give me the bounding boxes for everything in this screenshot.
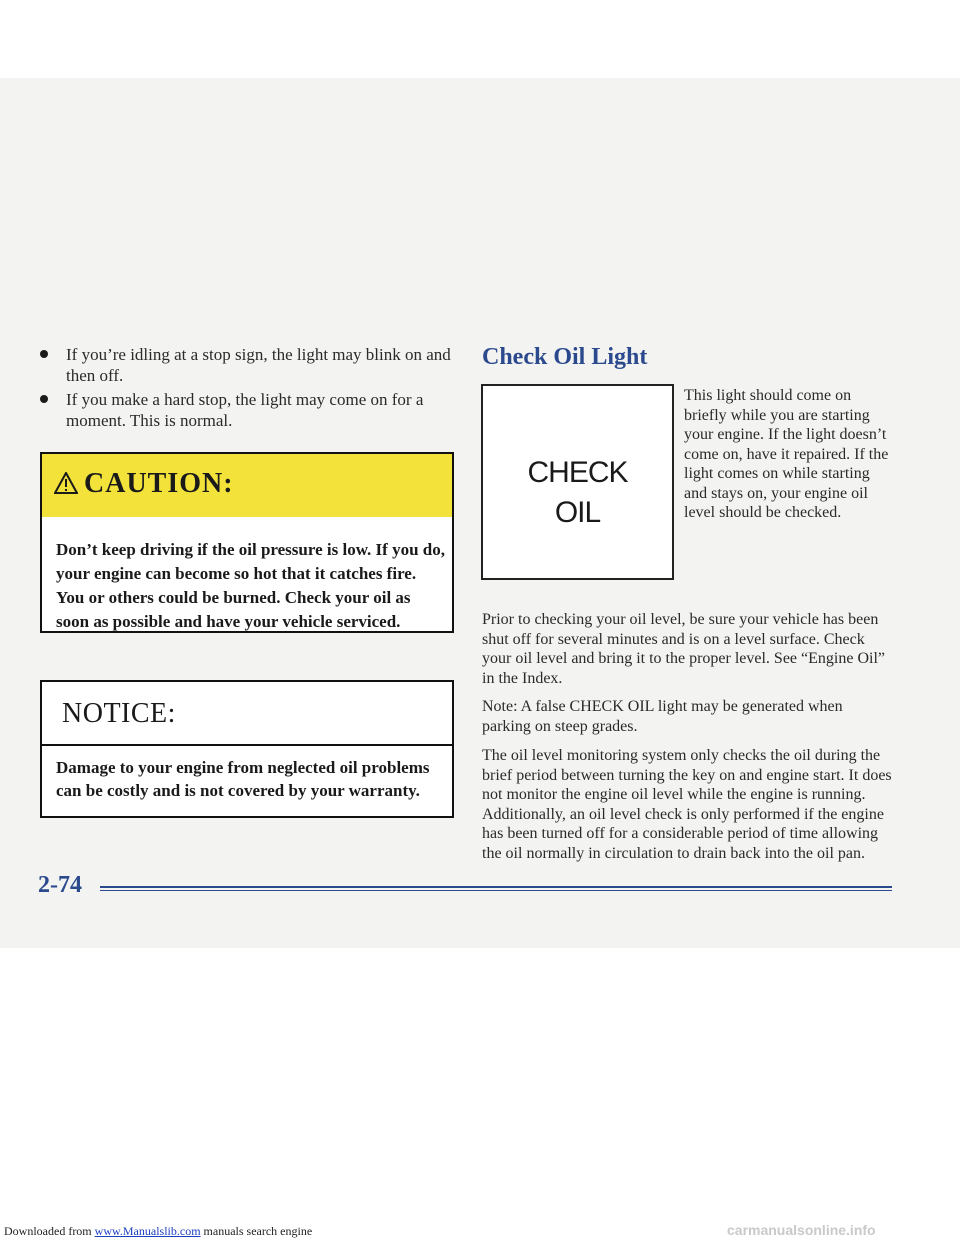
indicator-description: This light should come on briefly while you are starting your engine. If the light doesn’t come on, have it repaired. If the light comes on while starting and stays on, your engine oil level should be checked. — [684, 387, 889, 521]
bullet-text: If you’re idling at a stop sign, the light may blink on and then off. — [66, 345, 451, 385]
download-notice — [4, 1224, 312, 1239]
download-suffix: manuals search engine — [200, 1224, 313, 1238]
manualslib-link[interactable]: www.Manualslib.com — [94, 1224, 201, 1238]
body-paragraph: Note: A false CHECK OIL light may be generated when parking on steep grades. — [482, 698, 843, 735]
indicator-line-1: CHECK — [527, 456, 628, 489]
bullet-dot — [40, 350, 48, 358]
bullet-dot — [40, 395, 48, 403]
manual-page — [0, 78, 960, 948]
caution-title: CAUTION: — [84, 468, 234, 499]
notice-box — [40, 680, 454, 818]
page-number: 2-74 — [38, 872, 82, 898]
body-paragraph: The oil level monitoring system only checks the oil during the brief period between turning the key on and engine start. It does not monitor the engine oil level while the engine is running. Additionally, an oil level check is only performed if the engine has been turned off for a considerable period of time allowing the oil normally in circulation to drain back into the oil pan. — [482, 747, 892, 862]
caution-header — [42, 454, 452, 517]
indicator-line-2: OIL — [554, 496, 601, 529]
caution-body: Don’t keep driving if the oil pressure is low. If you do, your engine can become so hot that it catches fire. You or others could be burned. Check your oil as soon as possible and have your vehicle serviced. — [56, 540, 445, 631]
watermark: carmanualsonline.info — [727, 1222, 876, 1238]
body-paragraph: Prior to checking your oil level, be sure your vehicle has been shut off for several minutes and is on a level surface. Check your oil level and bring it to the proper level. See “Engine Oil” in the Index. — [482, 611, 885, 687]
caution-box — [40, 452, 454, 633]
download-prefix: Downloaded from — [4, 1224, 95, 1238]
notice-body: Damage to your engine from neglected oil problems can be costly and is not covered by your warranty. — [56, 758, 430, 800]
notice-title: NOTICE: — [62, 698, 176, 729]
footer-rule — [100, 886, 892, 891]
notice-divider — [42, 744, 452, 746]
bullet-text: If you make a hard stop, the light may come on for a moment. This is normal. — [66, 390, 424, 430]
check-oil-indicator — [481, 384, 674, 580]
warning-triangle-icon — [54, 472, 78, 494]
section-title: Check Oil Light — [482, 344, 648, 370]
